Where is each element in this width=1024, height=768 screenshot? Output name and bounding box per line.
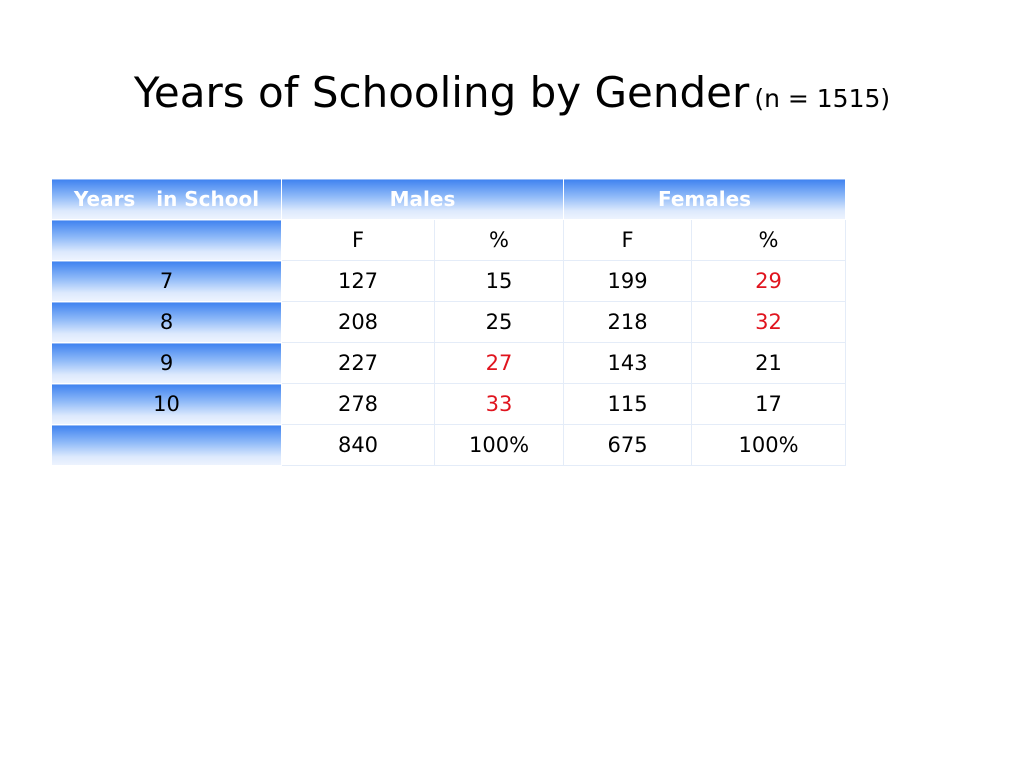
- table-row: [52, 343, 846, 384]
- years-cell: 10: [52, 384, 282, 425]
- subheader-cell: %: [692, 220, 846, 261]
- males-pct-cell: 33: [435, 384, 564, 425]
- females-pct-cell: 17: [692, 384, 846, 425]
- females-pct-total-cell: 100%: [692, 425, 846, 466]
- subheader-row: [52, 220, 846, 261]
- females-f-cell: 218: [564, 302, 692, 343]
- header-females: Females: [564, 179, 846, 220]
- males-pct-cell: 25: [435, 302, 564, 343]
- males-f-cell: 208: [282, 302, 435, 343]
- subheader-cell: [52, 220, 282, 261]
- table-row: [52, 384, 846, 425]
- males-f-cell: 278: [282, 384, 435, 425]
- females-f-cell: 143: [564, 343, 692, 384]
- females-f-cell: 199: [564, 261, 692, 302]
- sample-size: (n = 1515): [754, 84, 891, 113]
- years-cell: 7: [52, 261, 282, 302]
- males-f-cell: 227: [282, 343, 435, 384]
- schooling-table: [51, 178, 846, 466]
- females-pct-cell: 32: [692, 302, 846, 343]
- males-pct-cell: 15: [435, 261, 564, 302]
- males-total-cell: 840: [282, 425, 435, 466]
- header-row: [52, 179, 846, 220]
- subheader-cell: %: [435, 220, 564, 261]
- header-males: Males: [282, 179, 564, 220]
- females-pct-cell: 29: [692, 261, 846, 302]
- males-pct-total-cell: 100%: [435, 425, 564, 466]
- females-pct-cell: 21: [692, 343, 846, 384]
- table-row: [52, 261, 846, 302]
- title-text: Years of Schooling by Gender: [133, 68, 750, 117]
- table-row: [52, 302, 846, 343]
- females-f-cell: 115: [564, 384, 692, 425]
- years-cell: 9: [52, 343, 282, 384]
- header-years: Years in School: [52, 179, 282, 220]
- subheader-cell: F: [282, 220, 435, 261]
- females-total-cell: 675: [564, 425, 692, 466]
- subheader-cell: F: [564, 220, 692, 261]
- slide-title: [0, 68, 1024, 117]
- males-pct-cell: 27: [435, 343, 564, 384]
- years-cell: 8: [52, 302, 282, 343]
- totals-row: [52, 425, 846, 466]
- years-cell: [52, 425, 282, 466]
- males-f-cell: 127: [282, 261, 435, 302]
